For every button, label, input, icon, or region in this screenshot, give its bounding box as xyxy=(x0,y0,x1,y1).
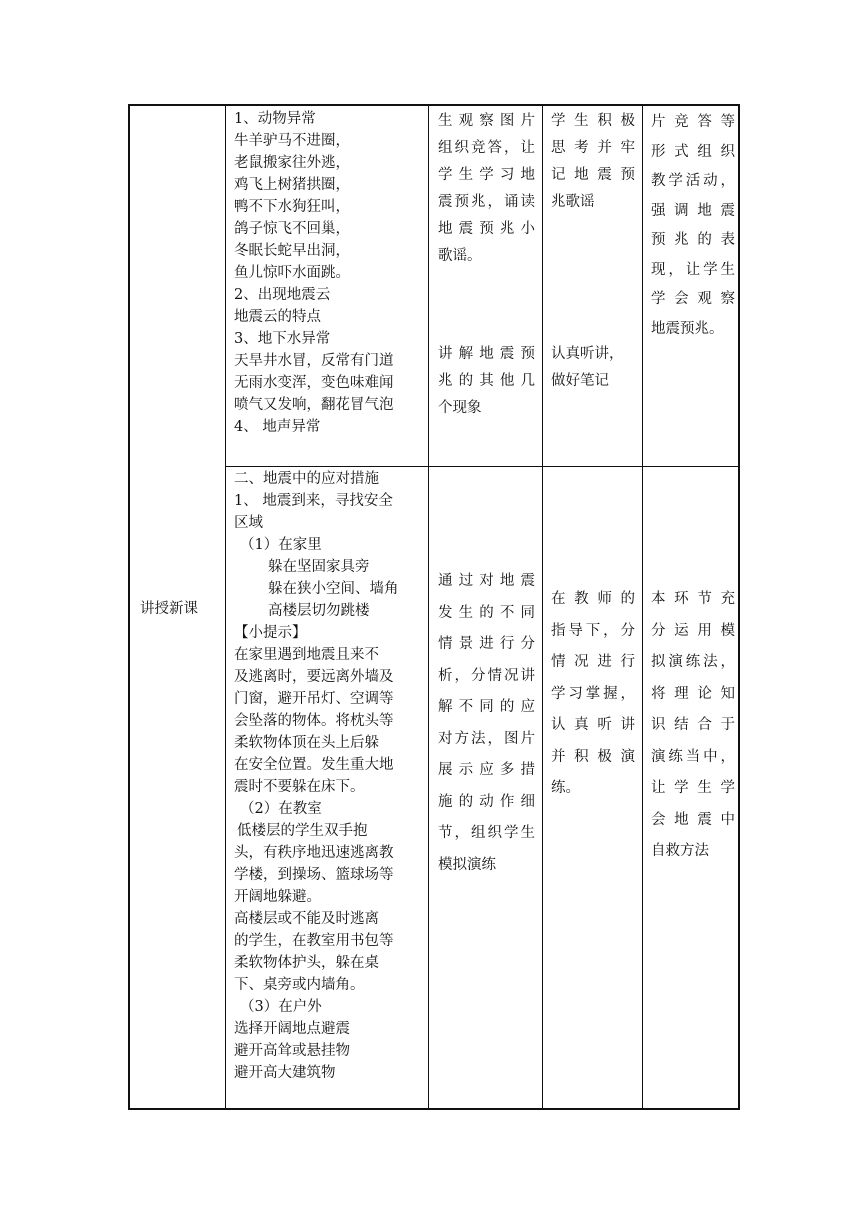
content-line: 1、 地震到来，寻找安全 xyxy=(234,493,393,509)
student-line: 学生积极 xyxy=(551,113,635,129)
lesson-plan-table xyxy=(128,104,740,1110)
content-line: 鸽子惊飞不回巢， xyxy=(234,221,350,237)
content-line: 区域 xyxy=(234,515,263,531)
intent-line: 预兆的表 xyxy=(651,232,735,248)
content-line: 天旱井水冒，反常有门道 xyxy=(234,353,394,369)
student-line: 认真听讲， xyxy=(551,346,624,362)
content-line: 会坠落的物体。将枕头等 xyxy=(234,713,394,729)
intent-line: 教学活动， xyxy=(651,173,735,189)
teacher-line: 震预兆，诵读 xyxy=(438,194,535,210)
content-line: （1）在家里 xyxy=(240,537,322,553)
teacher-line: 通过对地震 xyxy=(438,573,535,589)
content-line: 学楼，到操场、篮球场等 xyxy=(234,867,394,883)
teacher-line: 节，组织学生 xyxy=(438,825,535,841)
student-line: 并积极演 xyxy=(551,748,635,765)
content-line: 开阔地躲避。 xyxy=(234,889,321,905)
teacher-line: 学生学习地 xyxy=(438,167,535,183)
student-activity-cell xyxy=(551,341,635,395)
content-line: 鸡飞上树猪拱圈， xyxy=(234,177,350,193)
content-line: 冬眠长蛇早出洞， xyxy=(234,243,350,259)
student-activity-cell xyxy=(551,108,635,216)
content-line: 高楼层或不能及时逃离 xyxy=(234,911,379,927)
student-line: 指导下，分 xyxy=(551,622,635,639)
content-cell-earthquake-signs xyxy=(234,108,426,438)
teacher-line: 情景进行分 xyxy=(438,636,535,652)
content-line: 鱼儿惊吓水面跳。 xyxy=(234,265,350,281)
content-line: 高楼层切勿跳楼 xyxy=(268,603,370,619)
content-line: 在安全位置。发生重大地 xyxy=(234,757,394,773)
intent-line: 识结合于 xyxy=(651,717,735,733)
content-line: 4、 地声异常 xyxy=(234,419,321,435)
column-divider xyxy=(542,106,543,1108)
content-line: 鸭不下水狗狂叫， xyxy=(234,199,350,215)
content-line: 避开高耸或悬挂物 xyxy=(234,1043,350,1059)
content-line: 2、出现地震云 xyxy=(234,287,331,303)
content-cell-response-measures xyxy=(234,468,426,1084)
intent-line: 片竞答等 xyxy=(651,114,735,130)
row-divider xyxy=(225,466,738,467)
content-line: 3、地下水异常 xyxy=(234,331,331,347)
content-line: 无雨水变浑，变色味难闻 xyxy=(234,375,394,391)
content-line: 躲在狭小空间、墙角 xyxy=(268,581,399,597)
teacher-activity-cell xyxy=(438,108,535,270)
student-line: 兆歌谣 xyxy=(551,194,595,210)
content-line: 躲在坚固家具旁 xyxy=(268,559,370,575)
content-line: （2）在教室 xyxy=(240,801,322,817)
student-line: 在教师的 xyxy=(551,591,635,607)
design-intent-cell xyxy=(651,584,735,868)
intent-line: 拟演练法， xyxy=(651,654,735,670)
student-line: 练。 xyxy=(551,780,580,796)
stage-cell xyxy=(140,106,224,1108)
teacher-line: 组织竞答，让 xyxy=(438,140,535,156)
intent-line: 学会观察 xyxy=(651,291,735,307)
student-line: 记地震预 xyxy=(551,167,635,183)
teacher-line: 解不同的应 xyxy=(438,699,535,715)
student-line: 做好笔记 xyxy=(551,373,609,389)
content-line: 牛羊驴马不进圈， xyxy=(234,133,350,149)
student-line: 学习掌握， xyxy=(551,685,635,702)
content-line: 柔软物体护头，躲在桌 xyxy=(234,955,379,971)
teacher-line: 展示应多措 xyxy=(438,762,535,778)
intent-line: 将理论知 xyxy=(651,685,735,702)
content-line: 选择开阔地点避震 xyxy=(234,1021,350,1037)
intent-line: 自救方法 xyxy=(651,843,709,859)
content-line: （3）在户外 xyxy=(240,999,322,1015)
intent-line: 现，让学生 xyxy=(651,261,735,278)
teacher-activity-cell xyxy=(438,341,535,422)
teacher-line: 个现象 xyxy=(438,400,482,416)
intent-line: 地震预兆。 xyxy=(651,320,724,337)
content-line: 地震云的特点 xyxy=(234,309,321,325)
column-divider xyxy=(225,106,226,1108)
content-line: 门窗，避开吊灯、空调等 xyxy=(234,691,394,707)
content-line: 的学生，在教室用书包等 xyxy=(234,933,394,949)
intent-line: 演练当中， xyxy=(651,748,735,765)
intent-line: 形式组织 xyxy=(651,143,735,160)
content-line: 下、桌旁或内墙角。 xyxy=(234,977,365,993)
teacher-line: 对方法，图片 xyxy=(438,730,535,747)
intent-line: 强调地震 xyxy=(651,202,735,219)
content-line: 二、地震中的应对措施 xyxy=(234,471,379,487)
teacher-line: 兆的其他几 xyxy=(438,373,535,389)
student-line: 认真听讲 xyxy=(551,717,635,733)
teacher-line: 讲解地震预 xyxy=(438,346,535,362)
content-line: 避开高大建筑物 xyxy=(234,1065,336,1081)
stage-label: 讲授新课 xyxy=(140,600,198,617)
teacher-line: 地震预兆小 xyxy=(438,221,535,237)
content-line: 【小提示】 xyxy=(234,625,307,641)
intent-line: 会地震中 xyxy=(651,811,735,828)
column-divider xyxy=(428,106,429,1108)
teacher-line: 施的动作细 xyxy=(438,793,535,810)
content-line: 1、动物异常 xyxy=(234,111,316,127)
content-line: 老鼠搬家往外逃， xyxy=(234,155,350,171)
content-line: 低楼层的学生双手抱 xyxy=(237,823,368,839)
teacher-line: 生观察图片 xyxy=(438,113,535,129)
teacher-line: 歌谣。 xyxy=(438,248,482,264)
column-divider xyxy=(642,106,643,1108)
content-line: 柔软物体顶在头上后躲 xyxy=(234,735,379,751)
intent-line: 本环节充 xyxy=(651,591,735,607)
content-line: 喷气又发响，翻花冒气泡 xyxy=(234,397,394,413)
student-line: 思考并牢 xyxy=(551,140,635,156)
content-line: 在家里遇到地震且来不 xyxy=(234,647,379,663)
student-activity-cell xyxy=(551,584,635,805)
student-line: 情况进行 xyxy=(551,654,635,670)
teacher-line: 发生的不同 xyxy=(438,604,535,621)
content-line: 头，有秩序地迅速逃离教 xyxy=(234,845,394,861)
intent-line: 让学生学 xyxy=(651,780,735,796)
content-line: 震时不要躲在床下。 xyxy=(234,779,365,795)
teacher-line: 模拟演练 xyxy=(438,856,496,873)
design-intent-cell xyxy=(651,108,735,344)
teacher-activity-cell xyxy=(438,566,535,881)
intent-line: 分运用模 xyxy=(651,622,735,639)
content-line: 及逃离时，要远离外墙及 xyxy=(234,669,394,685)
teacher-line: 析，分情况讲 xyxy=(438,667,535,684)
